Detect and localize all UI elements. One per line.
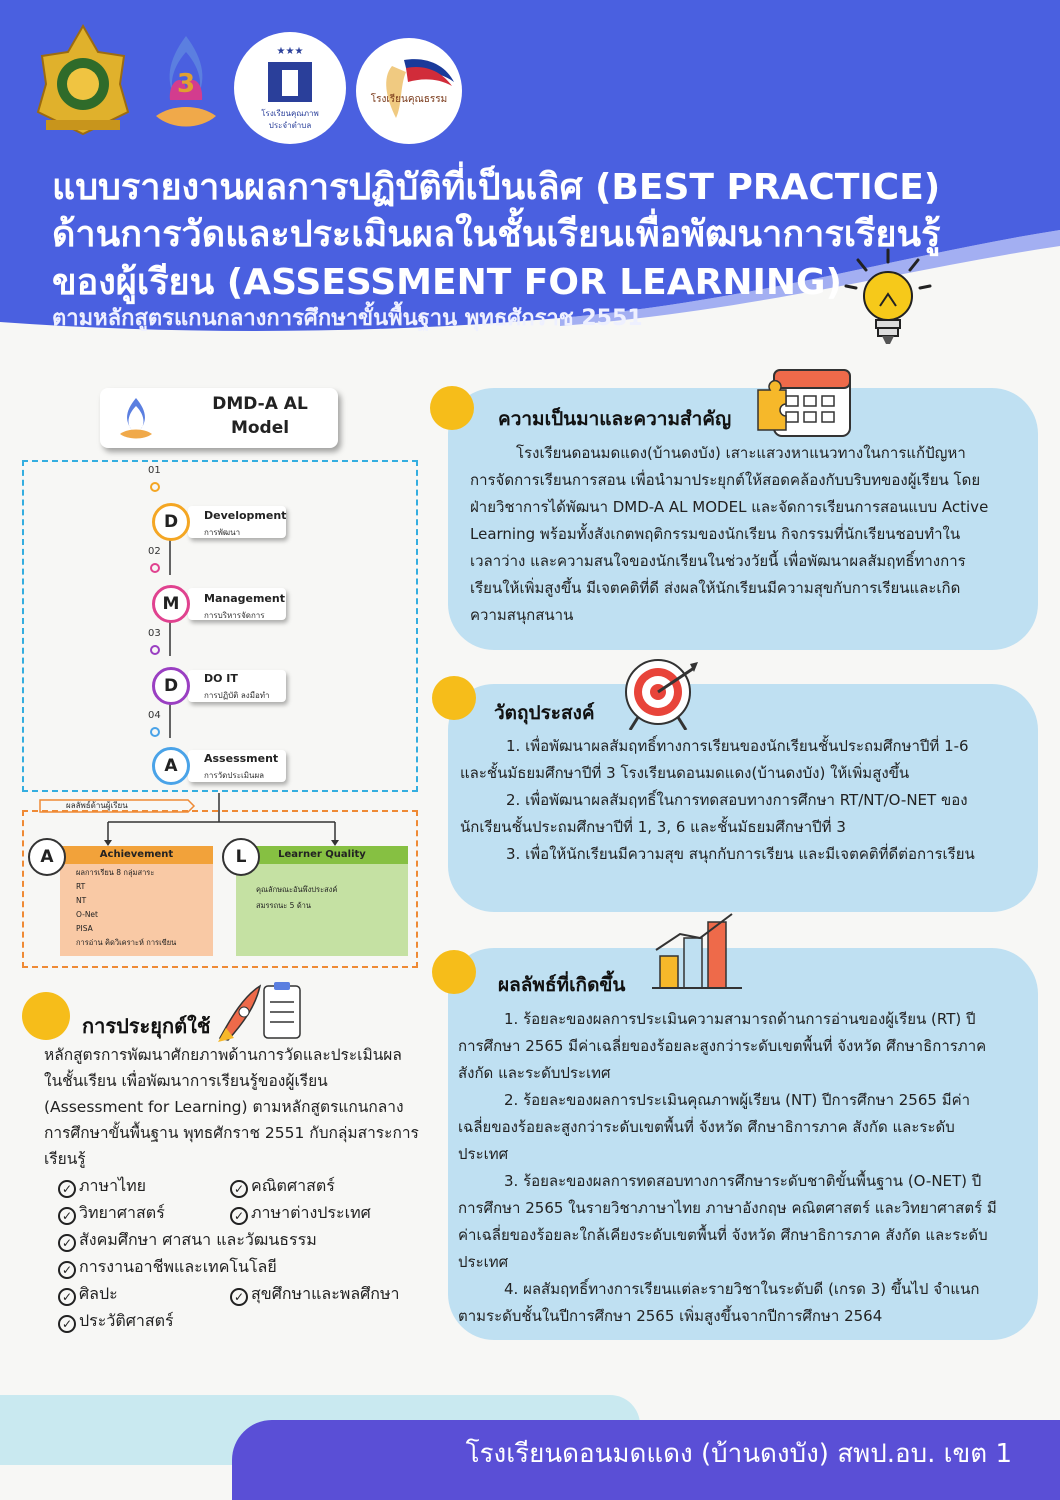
title-subtitle: ตามหลักสูตรแกนกลางการศึกษาขั้นพื้นฐาน พุทธศักราช 2551: [52, 306, 643, 331]
subject-item: [58, 1282, 118, 1307]
learner-quality-item: สมรรถนะ 5 ด้าน: [256, 901, 312, 910]
footer-school-name: โรงเรียนดอนมดแดง (บ้านดงบัง) สพป.อบ. เขต 1: [465, 1439, 1012, 1469]
objective-item: 1. เพื่อพัฒนาผลสัมฤทธิ์ทางการเรียนของนักเรียนชั้นประถมศึกษาปีที่ 1-6 และชั้นมัธยมศึกษาปีที่ 3 โรงเรียนดอนมดแดง(บ้านดงบัง) ให้เพิ่มสูงขึ้น: [460, 737, 969, 782]
subject-label: สังคมศึกษา ศาสนา และวัฒนธรรม: [79, 1230, 317, 1249]
step-2-letter: M: [152, 585, 190, 623]
background-title: ความเป็นมาและความสำคัญ: [498, 408, 732, 430]
step-1-number: 01: [148, 465, 161, 476]
step-3-dot: [150, 645, 160, 655]
step-3-number: 03: [148, 628, 161, 639]
model-title-line2: Model: [230, 418, 290, 438]
learner-quality-letter: L: [222, 838, 260, 876]
achievement-item: RT: [76, 882, 86, 891]
quality-badge-text-1: โรงเรียนคุณภาพ: [261, 109, 319, 118]
step-1-dot: [150, 482, 160, 492]
subject-label: ภาษาต่างประเทศ: [251, 1203, 371, 1222]
step-1-sub: การพัฒนา: [204, 528, 241, 537]
objectives-title: วัตถุประสงค์: [494, 702, 595, 724]
objectives-dot: [432, 676, 476, 720]
outcome-label: ผลลัพธ์ด้านผู้เรียน: [66, 801, 128, 810]
objectives-list: [460, 733, 1000, 868]
step-4-dot: [150, 727, 160, 737]
subject-label: ศิลปะ: [79, 1284, 118, 1303]
calendar-puzzle-icon: [752, 360, 856, 444]
subject-label: ประวัติศาสตร์: [79, 1311, 174, 1330]
step-3-sub: การปฏิบัติ ลงมือทำ: [204, 691, 270, 700]
learner-quality-item: คุณลักษณะอันพึงประสงค์: [256, 885, 338, 894]
subject-label: สุขศึกษาและพลศึกษา: [251, 1284, 400, 1303]
svg-text:★★★: ★★★: [276, 46, 304, 57]
step-3-label: DO IT: [204, 672, 238, 685]
check-icon: ✓: [58, 1288, 76, 1306]
step-4-sub: การวัดประเมินผล: [204, 771, 265, 780]
background-text: [470, 440, 990, 629]
title-line-3: ของผู้เรียน (ASSESSMENT FOR LEARNING): [52, 262, 843, 303]
background-paragraph: โรงเรียนดอนมดแดง(บ้านดงบัง) เสาะแสวงหาแนวทางในการแก้ปัญหาการจัดการเรียนการสอน เพื่อนำมาประยุกต์ให้สอดคล้องกับบริบทของผู้เรียน โดยฝ่ายวิชาการได้พัฒนา DMD-A AL MODEL และจัดการเรียนการสอนแบบ Active Learning พร้อมทั้งสังเกตพฤติกรรมของนักเรียน กิจกรรมที่นักเรียนชอบทำในเวลาว่าง และความสนใจของนักเรียนในช่วงวัยนี้ เพื่อพัฒนาผลสัมฤทธิ์ทางการเรียนให้เพิ่มสูงขึ้น มีเจตคติที่ดี ส่งผลให้นักเรียนมีความสุขกับการเรียนและเกิดความสนุกสนาน: [470, 444, 989, 624]
step-2-number: 02: [148, 546, 161, 557]
step-4-label: Assessment: [204, 752, 279, 765]
rocket-clipboard-icon: [214, 976, 306, 1046]
subject-item: [58, 1255, 277, 1280]
achievement-item: O-Net: [76, 910, 98, 919]
step-1-letter: D: [152, 503, 190, 541]
target-icon: [620, 654, 700, 730]
results-list: [458, 1006, 998, 1330]
subject-label: วิทยาศาสตร์: [79, 1203, 165, 1222]
step-4-letter: A: [152, 747, 190, 785]
subject-item: [58, 1228, 317, 1253]
check-icon: ✓: [230, 1180, 248, 1198]
achievement-letter: A: [28, 838, 66, 876]
check-icon: ✓: [58, 1180, 76, 1198]
application-dot: [22, 992, 70, 1040]
learner-quality-title: Learner Quality: [236, 846, 408, 864]
results-title: ผลลัพธ์ที่เกิดขึ้น: [498, 974, 626, 996]
check-icon: ✓: [58, 1207, 76, 1225]
bar-chart-icon: [650, 910, 744, 994]
subject-label: คณิตศาสตร์: [251, 1176, 335, 1195]
check-icon: ✓: [58, 1261, 76, 1279]
subject-item: [230, 1201, 371, 1226]
subject-item: [230, 1282, 400, 1307]
step-3-letter: D: [152, 667, 190, 705]
title-line-2: ด้านการวัดและประเมินผลในชั้นเรียนเพื่อพัฒนาการเรียนรู้: [52, 214, 941, 255]
achievement-item: PISA: [76, 924, 93, 933]
step-4-number: 04: [148, 710, 161, 721]
achievement-list: [76, 866, 176, 950]
application-text: [44, 1042, 420, 1172]
result-item: 2. ร้อยละของผลการประเมินคุณภาพผู้เรียน (NT) ปีการศึกษา 2565 มีค่าเฉลี่ยของร้อยละสูงกว่าระดับเขตพื้นที่ จังหวัด ศึกษาธิการภาค สังกัด และระดับประเทศ: [458, 1091, 971, 1163]
step-1-label: Development: [204, 509, 287, 522]
achievement-item: ผลการเรียน 8 กลุ่มสาระ: [76, 868, 155, 877]
step-2-sub: การบริหารจัดการ: [204, 611, 265, 620]
subject-item: [230, 1174, 335, 1199]
check-icon: ✓: [230, 1207, 248, 1225]
application-title: การประยุกต์ใช้: [82, 1014, 211, 1038]
subject-item: [58, 1201, 165, 1226]
subject-label: การงานอาชีพและเทคโนโลยี: [79, 1257, 277, 1276]
achievement-item: การอ่าน คิดวิเคราะห์ การเขียน: [76, 938, 177, 947]
svg-text:3: 3: [176, 69, 196, 99]
learner-quality-list: [256, 882, 337, 914]
result-item: 3. ร้อยละของผลการทดสอบทางการศึกษาระดับชาติขั้นพื้นฐาน (O-NET) ปีการศึกษา 2565 ในรายวิชาภาษาไทย ภาษาอังกฤษ คณิตศาสตร์ และวิทยาศาสตร์ มีค่าเฉลี่ยของร้อยละใกล้เคียงระดับเขตพื้นที่ จังหวัด ศึกษาธิการภาค สังกัด และระดับประเทศ: [458, 1172, 997, 1271]
step-2-dot: [150, 563, 160, 573]
result-item: 1. ร้อยละของผลการประเมินความสามารถด้านการอ่านของผู้เรียน (RT) ปีการศึกษา 2565 มีค่าเฉลี่ยของร้อยละสูงกว่าระดับเขตพื้นที่ จังหวัด ศึกษาธิการภาค สังกัด และระดับประเทศ: [458, 1010, 987, 1082]
achievement-title: Achievement: [60, 846, 213, 864]
application-paragraph: หลักสูตรการพัฒนาศักยภาพด้านการวัดและประเมินผลในชั้นเรียน เพื่อพัฒนาการเรียนรู้ของผู้เรียน (Assessment for Learning) ตามหลักสูตรแกนกลางการศึกษาขั้นพื้นฐาน พุทธศักราช 2551 กับกลุ่มสาระการเรียนรู้: [44, 1046, 419, 1168]
objective-item: 2. เพื่อพัฒนาผลสัมฤทธิ์ในการทดสอบทางการศึกษา RT/NT/O-NET ของนักเรียนชั้นประถมศึกษาปีที่ 1, 3, 6 และชั้นมัธยมศึกษาปีที่ 3: [460, 791, 968, 836]
step-2-label: Management: [204, 592, 285, 605]
lightbulb-icon: [838, 246, 938, 358]
subject-label: ภาษาไทย: [79, 1176, 147, 1195]
objective-item: 3. เพื่อให้นักเรียนมีความสุข สนุกกับการเรียน และมีเจตคติที่ดีต่อการเรียน: [506, 845, 975, 863]
title-line-1: แบบรายงานผลการปฏิบัติที่เป็นเลิศ (BEST PRACTICE): [52, 167, 941, 208]
subject-item: [58, 1309, 174, 1334]
achievement-item: NT: [76, 896, 87, 905]
check-icon: ✓: [58, 1234, 76, 1252]
check-icon: ✓: [58, 1315, 76, 1333]
subject-item: [58, 1174, 146, 1199]
model-title-line1: DMD-A AL: [212, 394, 308, 414]
moral-badge-text: โรงเรียนคุณธรรม: [370, 94, 448, 105]
quality-badge-text-2: ประจำตำบล: [268, 121, 312, 130]
results-dot: [432, 950, 476, 994]
check-icon: ✓: [230, 1288, 248, 1306]
background-dot: [430, 386, 474, 430]
result-item: 4. ผลสัมฤทธิ์ทางการเรียนแต่ละรายวิชาในระดับดี (เกรด 3) ขึ้นไป จำแนกตามระดับชั้นในปีการศึกษา 2565 เพิ่มสูงขึ้นจากปีการศึกษา 2564: [458, 1280, 980, 1325]
